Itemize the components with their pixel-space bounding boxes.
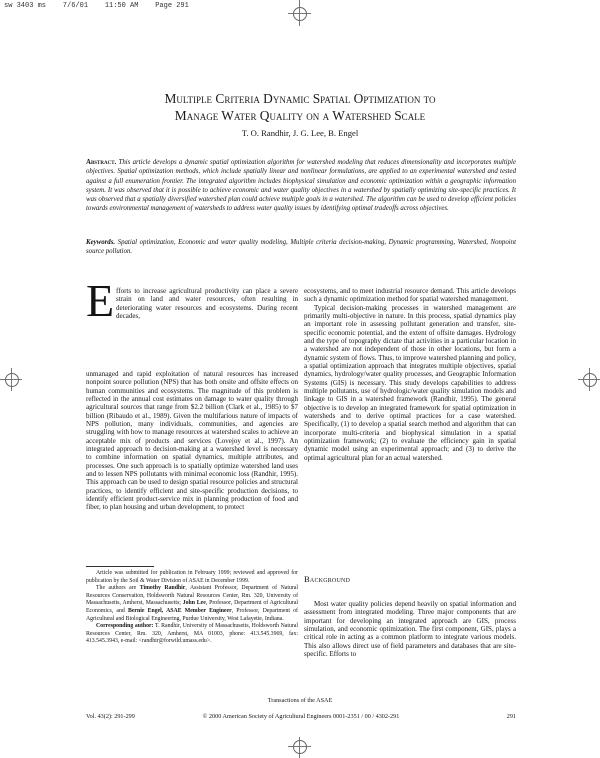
paper-title (70, 90, 530, 124)
paragraph-ecosystems: ecosystems, and to meet industrial resource demand. This article develops such a dynamic optimization method for spatial watershed management. (304, 287, 516, 304)
footnote-authors: The authors are Timothy Randhir, Assistant Professor, Department of Natural Resources Conservation, Holdsworth Natural Resources Center, Rm. 320, University of Massachusetts, Amherst, Massachusetts; John Lee, Professor, Department of Agricultural Economics, and Bernie Engel, ASAE Member Engineer, Professor, Department of Agricultural and Biological Engineering, Purdue University, West Lafayette, Indiana. (86, 585, 299, 622)
page-footer (86, 713, 516, 722)
volume-info: Vol. 43(2): 291-299 (86, 713, 135, 720)
footnotes (86, 570, 298, 646)
keywords (86, 238, 516, 257)
page-number: 291 (506, 713, 516, 720)
author-list: T. O. Randhir, J. G. Lee, B. Engel (241, 128, 359, 138)
abstract-text: This article develops a dynamic spatial optimization algorithm for watershed modeling that reduces dimensionality and incorporates multiple objectives. Spatial optimization methods, which include spatially linear and nonlinear formulations, are applied to an experimental watershed and tested against a full enumeration frontier. The integrated algorithm includes biophysical simulation and economic optimization within a geographic information system. It was observed that it is possible to achieve economic and water quality objectives in a watershed by spatially optimizing site-specific practices. It was observed that a spatially diversified watershed plan could achieve multiple goals in a watershed. The algorithm can be used to develop efficient policies towards environmental management of watersheds to address water quality issues by identifying optimal tradeoffs across objectives. (86, 159, 516, 213)
right-column-body (304, 287, 516, 462)
journal-name: Transactions of the ASAE (267, 697, 333, 704)
paragraph-background: Most water quality policies depend heavily on spatial information and assessment from integrated modeling. Three major components that are important for developing an integrated approach are GIS, process simulation, and economic optimization. The first component, GIS, plays a critical role in acting as a common platform to integrate various models. This also allows direct use of field parameters and databases that are site-specific. Efforts to (304, 600, 516, 658)
footnote-rule (86, 566, 154, 567)
section-heading-background: Background (304, 574, 351, 584)
keywords-text: Spatial optimization, Economic and water quality modeling, Multiple criteria decision-making, Dynamic programming, Watershed, Nonpoint source pollution. (86, 239, 516, 256)
intro-paragraph-start: fforts to increase agricultural productivity can place a severe strain on land and water resources, often resulting in deteriorating water resources and ecosystems. During recent decades, (116, 287, 298, 320)
keywords-label: Keywords. (86, 239, 116, 246)
title-line-2: Manage Water Quality on a Watershed Scale (174, 108, 426, 123)
footnote-submission: Article was submitted for publication in February 1999; reviewed and approved for publication by the Soil & Water Division of ASAE in December 1999. (86, 570, 298, 584)
footnote-corresponding: Corresponding author: T. Randhir, University of Massachusetts, Holdsworth Natural Resources Center, Rm. 320, Amherst, MA 01003, phone: 413.545.3969, fax: 413.545.3943, e-mail: <randhir@forwild.umass.edu>. (86, 623, 298, 645)
drop-cap: E (86, 275, 115, 326)
abstract (86, 158, 516, 214)
title-line-1: Multiple Criteria Dynamic Spatial Optimization to (164, 91, 436, 106)
print-slug: sw 3403 ms 7/6/01 11:50 AM Page 291 (4, 2, 189, 10)
copyright-line: © 2000 American Society of Agricultural Engineers 0001-2351 / 00 / 4302-291 (202, 713, 400, 720)
abstract-label: Abstract. (86, 159, 117, 166)
paragraph-decision-making: Typical decision-making processes in watershed management are primarily multi-objective in nature. In this process, spatial dynamics play an important role in assessing pollutant generation and transfer, site-specific economic potential, and the extent of offsite damages. Hydrology and the type of topography dictate that activities in a particular location in a watershed are not independent of those in other locations, but form a dynamic system of flows. Thus, to improve watershed planning and policy, a spatial optimization approach that integrates multiple objectives, spatial dynamics, hydrology/water quality processes, and Geographic Information Systems (GIS) is necessary. This study develops capabilities to address multiple pollutants, use of hydrologic/water quality simulation models and linkage to GIS in a watershed framework (Randhir, 1995). The general objective is to develop an integrated framework for spatial optimization in watersheds and to derive optimal practices for a case watershed. Specifically, (1) to develop a spatial search method and algorithm that can incorporate multi-criteria and biophysical simulation in a spatial optimization framework; (2) to evaluate the efficiency gain in spatial dynamic model using an experimental approach; and (3) to derive the optimal agricultural plan for an actual watershed. (304, 303, 516, 462)
intro-paragraph-continued: unmanaged and rapid exploitation of natural resources has increased nonpoint source pollution (NPS) that has both onsite and offsite effects on human communities and ecosystems. The magnitude of this problem is reflected in the annual cost estimates on damage to water quality through agricultural sources that range from $2.2 billion (Clark et al., 1985) to $7 billion (Ribaudo et al., 1989). Given the multifarious nature of impacts of NPS pollution, many individuals, communities, and agencies are struggling with how to manage resources at watershed scales to achieve an acceptable mix of products and services (Lovejoy et al., 1997). An integrated approach to decision-making at a watershed level is necessary to combine information on spatial dynamics, multiple attributes, and processes. One such approach is to spatially optimize watershed land uses and to lessen NPS pollutants with minimal economic loss (Randhir, 1995). This approach can be used to design spatial resource policies and structural practices, to identify efficient and site-specific production decisions, to identify efficient product-service mix in planning production of food and fiber, to plan housing and urban development, to protect (86, 370, 298, 512)
